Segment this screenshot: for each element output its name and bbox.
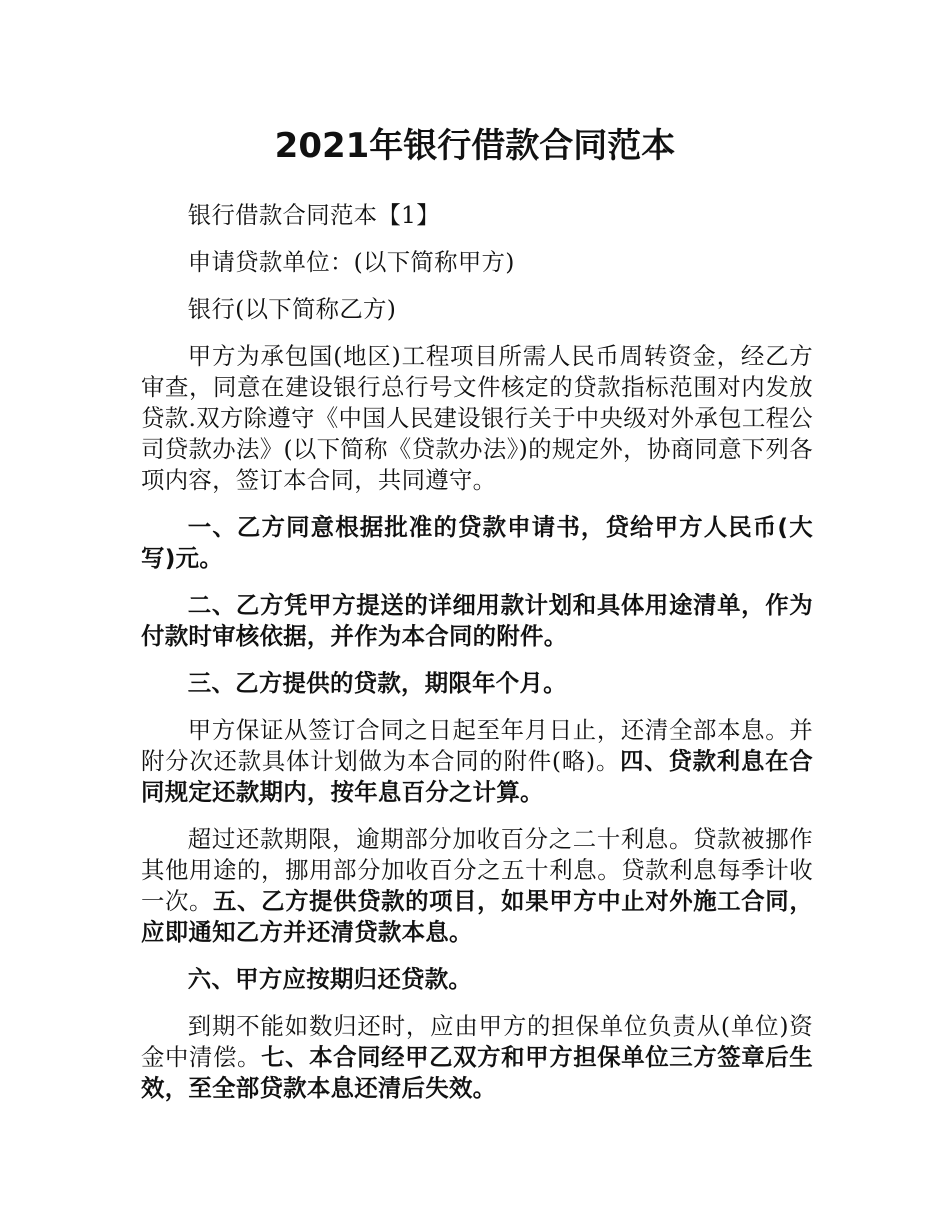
paragraph [141, 590, 813, 652]
paragraph [141, 512, 813, 574]
document-body [141, 200, 813, 1120]
paragraph [141, 715, 813, 808]
bold-clause-text: 五、乙方提供贷款的项目，如果甲方中止对外施工合同，应即通知乙方并还清贷款本息。 [141, 887, 814, 946]
paragraph-text: 到期不能如数归还时，应由甲方的担保单位负责从(单位)资金中清偿。 [141, 1012, 813, 1071]
paragraph-text: 超过还款期限，逾期部分加收百分之二十利息。贷款被挪作其他用途的，挪用部分加收百分之五十利息。贷款利息每季计收一次。 [141, 825, 813, 915]
paragraph [141, 200, 813, 231]
bold-clause-text: 三、乙方提供的贷款，期限年个月。 [187, 669, 567, 697]
paragraph [141, 824, 813, 948]
bold-clause-text: 七、本合同经甲乙双方和甲方担保单位三方签章后生效，至全部贷款本息还清后失效。 [141, 1043, 813, 1102]
paragraph [141, 668, 813, 699]
bold-clause-text: 六、甲方应按期归还贷款。 [187, 965, 473, 993]
paragraph [141, 341, 813, 496]
paragraph [141, 964, 813, 995]
paragraph [141, 1011, 813, 1104]
paragraph-text: 银行借款合同范本【1】 [187, 201, 440, 229]
bold-clause-text: 一、乙方同意根据批准的贷款申请书，贷给甲方人民币(大写)元。 [141, 513, 813, 572]
paragraph-text: 申请贷款单位：(以下简称甲方) [187, 248, 515, 276]
document-title: 2021年银行借款合同范本 [274, 126, 676, 166]
paragraph-text: 银行(以下简称乙方) [187, 295, 397, 323]
bold-clause-text: 四、贷款利息在合同规定还款期内，按年息百分之计算。 [141, 747, 813, 806]
paragraph [141, 247, 813, 278]
bold-clause-text: 二、乙方凭甲方提送的详细用款计划和具体用途清单，作为付款时审核依据，并作为本合同的附件。 [141, 591, 813, 650]
paragraph [141, 294, 813, 325]
paragraph-text: 甲方保证从签订合同之日起至年月日止，还清全部本息。并附分次还款具体计划做为本合同的附件(略)。 [141, 716, 813, 775]
paragraph-text: 甲方为承包国(地区)工程项目所需人民币周转资金，经乙方审查，同意在建设银行总行号文件核定的贷款指标范围对内发放贷款.双方除遵守《中国人民建设银行关于中央级对外承包工程公司贷款办法》(以下简称《贷款办法》)的规定外，协商同意下列各项内容，签订本合同，共同遵守。 [141, 342, 813, 494]
